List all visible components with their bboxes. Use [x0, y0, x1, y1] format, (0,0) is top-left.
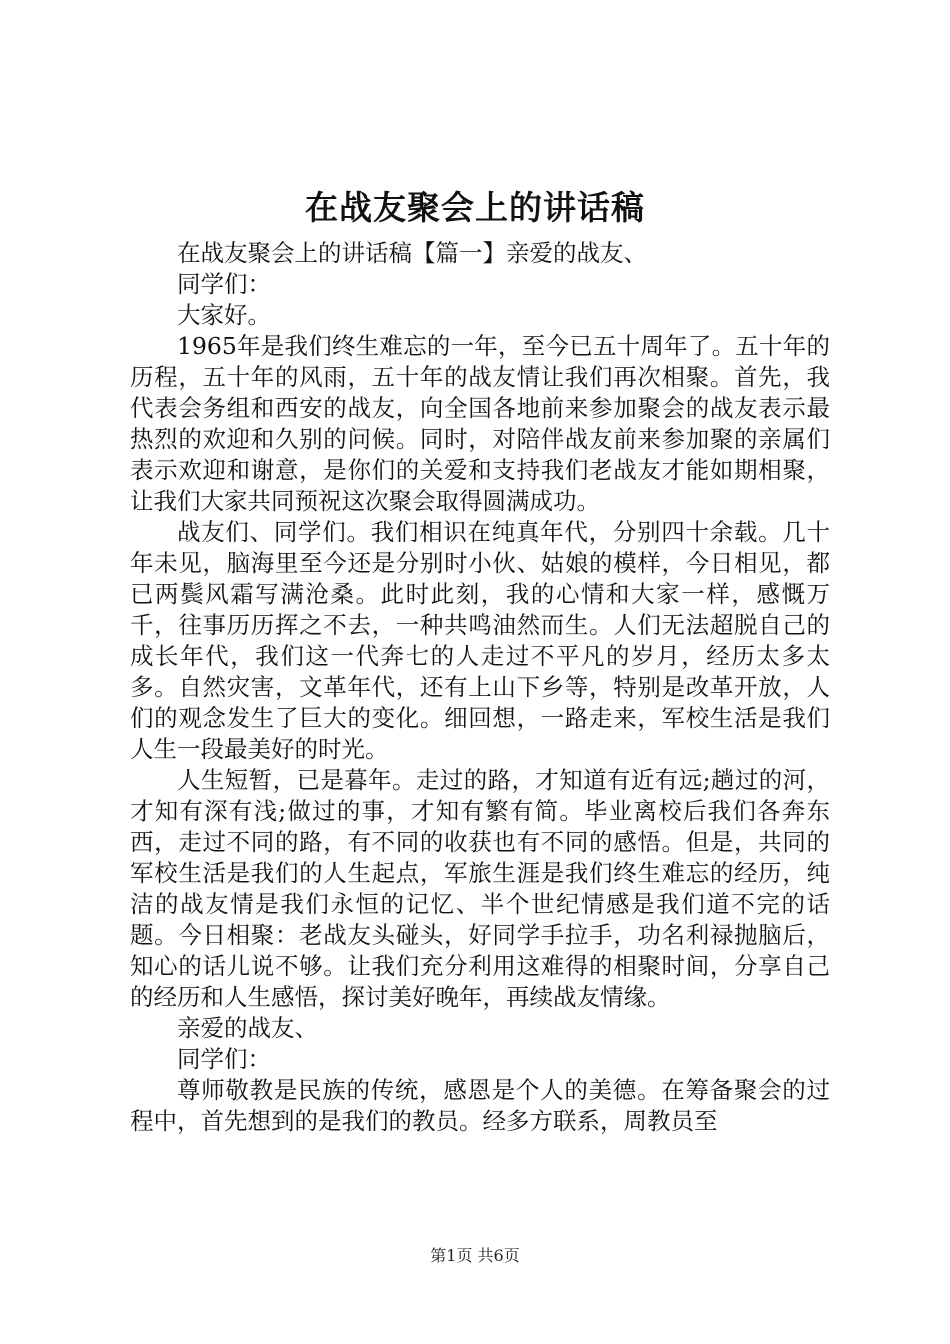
paragraph: 尊师敬教是民族的传统，感恩是个人的美德。在筹备聚会的过程中，首先想到的是我们的教员。经多方联系，周教员至	[130, 1076, 830, 1135]
paragraph: 大家好。	[177, 301, 271, 329]
page-footer: 第1页 共6页	[430, 1246, 520, 1265]
paragraph: 战友们、同学们。我们相识在纯真年代，分别四十余载。几十年未见，脑海里至今还是分别时小伙、姑娘的模样，今日相见，都已两鬓风霜写满沧桑。此时此刻，我的心情和大家一样，感慨万千，往事历历挥之不去，一种共鸣油然而生。人们无法超脱自己的成长年代，我们这一代奔七的人走过不平凡的岁月，经历太多太多。自然灾害，文革年代，还有上山下乡等，特别是改革开放，人们的观念发生了巨大的变化。细回想，一路走来，军校生活是我们人生一段最美好的时光。	[130, 518, 830, 763]
document-body	[130, 238, 830, 1137]
paragraph: 同学们：	[177, 1045, 271, 1073]
paragraph: 亲爱的战友、	[177, 1014, 318, 1042]
paragraph: 在战友聚会上的讲话稿【篇一】亲爱的战友、	[177, 239, 647, 267]
paragraph: 人生短暂，已是暮年。走过的路，才知道有近有远;趟过的河，才知有深有浅;做过的事，才知有繁有简。毕业离校后我们各奔东西，走过不同的路，有不同的收获也有不同的感悟。但是，共同的军校生活是我们的人生起点，军旅生涯是我们终生难忘的经历，纯洁的战友情是我们永恒的记忆、半个世纪情感是我们道不完的话题。今日相聚：老战友头碰头，好同学手拉手，功名利禄抛脑后，知心的话儿说不够。让我们充分利用这难得的相聚时间，分享自己的经历和人生感悟，探讨美好晚年，再续战友情缘。	[130, 766, 830, 1011]
paragraph: 1965年是我们终生难忘的一年，至今已五十周年了。五十年的历程，五十年的风雨，五十年的战友情让我们再次相聚。首先，我代表会务组和西安的战友，向全国各地前来参加聚会的战友表示最热烈的欢迎和久别的问候。同时，对陪伴战友前来参加聚的亲属们表示欢迎和谢意，是你们的关爱和支持我们老战友才能如期相聚，让我们大家共同预祝这次聚会取得圆满成功。	[130, 332, 830, 515]
paragraph: 同学们：	[177, 270, 271, 298]
document-title: 在战友聚会上的讲话稿	[305, 188, 645, 227]
